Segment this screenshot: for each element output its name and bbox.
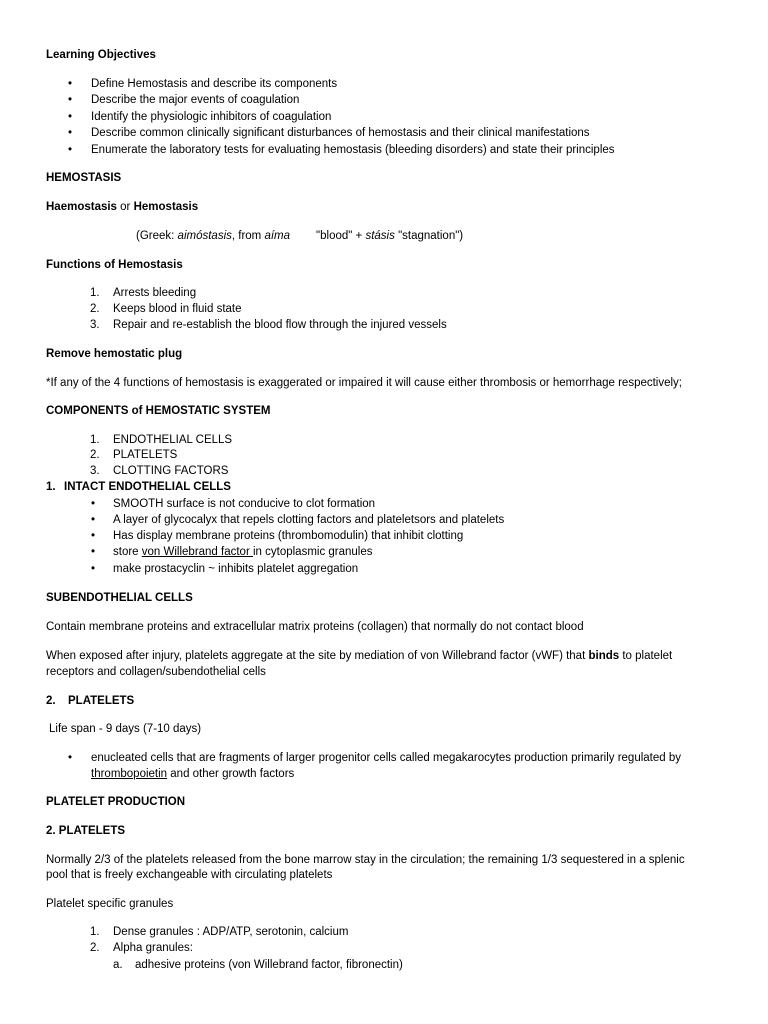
- subendothelial-paragraph-2-line2: receptors and collagen/subendothelial cells: [46, 666, 266, 678]
- remove-plug-heading: Remove hemostatic plug: [46, 348, 183, 360]
- learning-objectives-heading: Learning Objectives: [46, 49, 156, 61]
- bullet-icon: •: [90, 498, 96, 510]
- subendothelial-heading: SUBENDOTHELIAL CELLS: [46, 592, 193, 604]
- bullet-icon: •: [67, 94, 73, 106]
- section-number: 1.: [46, 481, 56, 493]
- components-heading: COMPONENTS of HEMOSTATIC SYSTEM: [46, 405, 271, 417]
- list-number: 1.: [90, 926, 100, 938]
- etymology-open: (Greek:: [136, 230, 178, 242]
- or-text: or: [116, 201, 134, 213]
- intact-item-store: [113, 545, 373, 559]
- component-item: ENDOTHELIAL CELLS: [113, 434, 233, 446]
- haemostasis-term: Haemostasis: [46, 201, 117, 213]
- bullet-icon: •: [67, 144, 73, 156]
- intact-item: SMOOTH surface is not conducive to clot formation: [113, 498, 376, 510]
- subendothelial-paragraph-1: Contain membrane proteins and extracellular matrix proteins (collagen) that normally do not contact blood: [46, 621, 584, 633]
- bullet-icon: •: [90, 530, 96, 542]
- von-willebrand-link[interactable]: von Willebrand factor: [141, 546, 253, 558]
- greek-word-aimostasis: aimóstasis: [177, 230, 232, 242]
- list-number: 3.: [90, 465, 100, 477]
- bullet-icon: •: [90, 546, 96, 558]
- bullet-icon: •: [67, 752, 73, 764]
- granule-subitem: adhesive proteins (von Willebrand factor, fibronectin): [135, 959, 403, 971]
- hemostasis-heading: HEMOSTASIS: [46, 172, 122, 184]
- platelets-lifespan: Life span - 9 days (7-10 days): [49, 723, 202, 735]
- intact-endothelial-heading: INTACT ENDOTHELIAL CELLS: [64, 481, 231, 493]
- thrombopoietin-link[interactable]: thrombopoietin: [91, 768, 168, 780]
- intact-item: Has display membrane proteins (thrombomodulin) that inhibit clotting: [113, 530, 464, 542]
- bullet-icon: •: [90, 563, 96, 575]
- bullet-icon: •: [67, 78, 73, 90]
- objective-item: Describe common clinically significant disturbances of hemostasis and their clinical manifestations: [91, 127, 590, 139]
- objective-item: Describe the major events of coagulation: [91, 94, 300, 106]
- subendothelial-paragraph-2: [46, 649, 672, 663]
- hemostasis-names: [46, 200, 198, 214]
- list-letter: a.: [113, 959, 123, 971]
- list-number: 2.: [90, 303, 100, 315]
- platelets-2-heading: 2. PLATELETS: [46, 825, 126, 837]
- function-item: Arrests bleeding: [113, 287, 197, 299]
- granule-item: Dense granules : ADP/ATP, serotonin, calcium: [113, 926, 349, 938]
- greek-word-aima: aíma: [264, 230, 291, 242]
- function-item: Keeps blood in fluid state: [113, 303, 242, 315]
- list-number: 2.: [90, 942, 100, 954]
- platelets-bullet-line2: [91, 767, 294, 781]
- binds-term: binds: [588, 650, 620, 662]
- granules-heading: Platelet specific granules: [46, 898, 174, 910]
- store-prefix: store: [113, 546, 142, 558]
- p2-text: When exposed after injury, platelets aggregate at the site by mediation of von Willebrand factor (vWF) that: [46, 650, 589, 662]
- etymology-from: , from: [231, 230, 265, 242]
- list-number: 1.: [90, 434, 100, 446]
- list-number: 1.: [90, 287, 100, 299]
- platelet-production-heading: PLATELET PRODUCTION: [46, 796, 186, 808]
- etymology-blood: "blood" +: [316, 230, 366, 242]
- platelets-heading: PLATELETS: [68, 695, 135, 707]
- section-number: 2.: [46, 695, 56, 707]
- objective-item: Define Hemostasis and describe its components: [91, 78, 338, 90]
- intact-item: make prostacyclin ~ inhibits platelet aggregation: [113, 563, 359, 575]
- platelets-2-paragraph-line2: pool that is freely exchangeable with circulating platelets: [46, 869, 333, 881]
- bullet-icon: •: [67, 127, 73, 139]
- etymology-stagnation: "stagnation"): [394, 230, 464, 242]
- platelets-2-paragraph-line1: Normally 2/3 of the platelets released from the bone marrow stay in the circulation; the remaining 1/3 sequestered in a splenic: [46, 854, 685, 866]
- note-text: *If any of the 4 functions of hemostasis is exaggerated or impaired it will cause either thrombosis or hemorrhage respectively;: [46, 377, 683, 389]
- etymology: [136, 229, 463, 243]
- component-item: PLATELETS: [113, 449, 178, 461]
- function-item: Repair and re-establish the blood flow through the injured vessels: [113, 319, 447, 331]
- granule-item: Alpha granules:: [113, 942, 193, 954]
- bullet-icon: •: [67, 111, 73, 123]
- list-number: 2.: [90, 449, 100, 461]
- platelets-bullet-line1: enucleated cells that are fragments of larger progenitor cells called megakarocytes production primarily regulated by: [91, 752, 681, 764]
- platelets-bullet-rest: and other growth factors: [167, 768, 295, 780]
- bullet-icon: •: [90, 514, 96, 526]
- objective-item: Identify the physiologic inhibitors of coagulation: [91, 111, 332, 123]
- intact-item: A layer of glycocalyx that repels clotting factors and plateletsors and platelets: [113, 514, 505, 526]
- greek-word-stasis: stásis: [365, 230, 395, 242]
- p2-text: to platelet: [619, 650, 673, 662]
- objective-item: Enumerate the laboratory tests for evaluating hemostasis (bleeding disorders) and state their principles: [91, 144, 615, 156]
- list-number: 3.: [90, 319, 100, 331]
- component-item: CLOTTING FACTORS: [113, 465, 229, 477]
- hemostasis-term: Hemostasis: [133, 201, 199, 213]
- functions-heading: Functions of Hemostasis: [46, 259, 183, 271]
- store-suffix: in cytoplasmic granules: [252, 546, 373, 558]
